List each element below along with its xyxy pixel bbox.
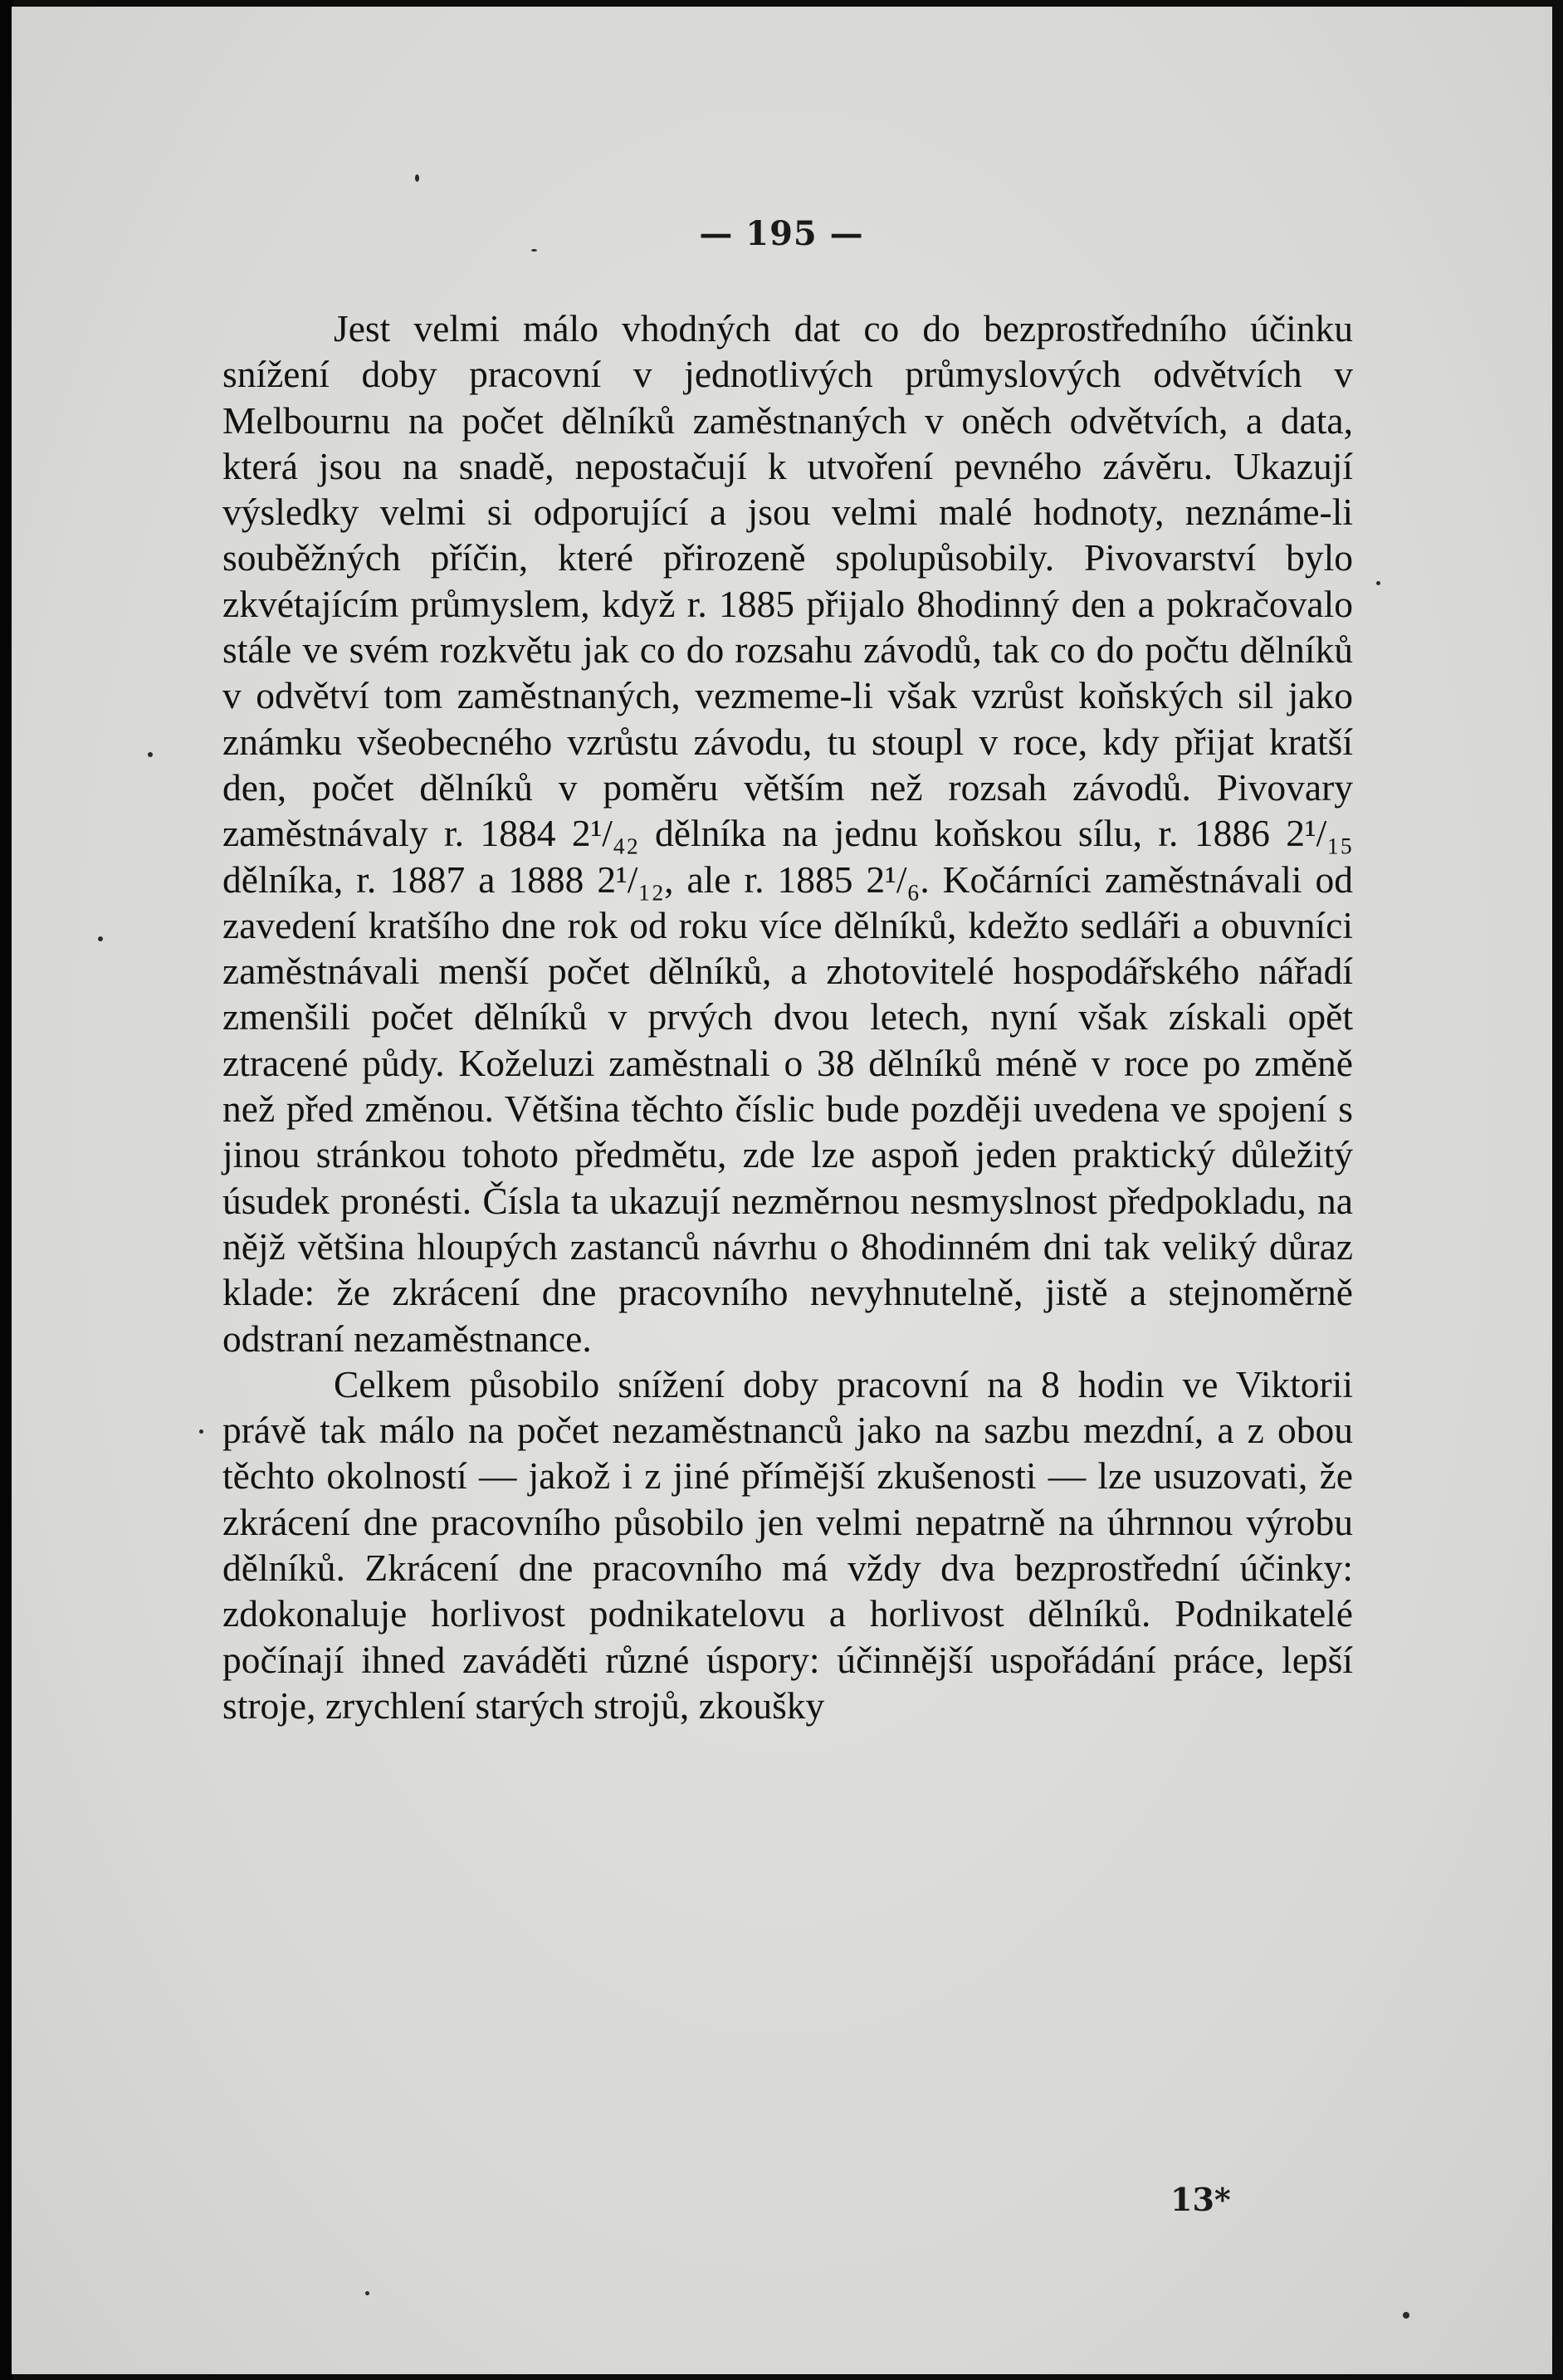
scan-speck — [98, 936, 103, 941]
scan-speck — [415, 174, 419, 182]
paragraph-1: Jest velmi málo vhodných dat co do bezprostředního účinku snížení doby pracovní v jednotlivých průmyslových odvětvích v Melbournu na počet dělníků zaměstnaných v oněch odvětvích, a data, která jsou na snadě, nepostačují k utvoření pevného závěru. Ukazují výsledky velmi si odporující a jsou velmi malé hodnoty, neznáme-li souběžných příčin, které přirozeně spolupůsobily. Pivovarství bylo zkvétajícím průmyslem, když r. 1885 přijalo 8hodinný den a pokračovalo stále ve svém rozkvětu jak co do rozsahu závodů, tak co do počtu dělníků v odvětví tom zaměstnaných, vezmeme-li však vzrůst koňských sil jako známku všeobecného vzrůstu závodu, tu stoupl v roce, kdy přijat kratší den, počet dělníků v poměru větším než rozsah závodů. Pivovary zaměstnávaly r. 1884 2¹/₄₂ dělníka na jednu koňskou sílu, r. 1886 2¹/₁₅ dělníka, r. 1887 a 1888 2¹/₁₂, ale r. 1885 2¹/₆. Kočárníci zaměstnávali od zavedení kratšího dne rok od roku více dělníků, kdežto sedláři a obuvníci zaměstnávali menší počet dělníků, a zhotovitelé hospodářského nářadí zmenšili počet dělníků v prvých dvou letech, nyní však získali opět ztracené půdy. Koželuzi zaměstnali o 38 dělníků méně v roce po změně než před změnou. Většina těchto číslic bude později uvedena ve spojení s jinou stránkou tohoto předmětu, zde lze aspoň jeden praktický důležitý úsudek pronésti. Čísla ta ukazují nezměrnou nesmyslnost předpokladu, na nějž většina hloupých zastanců návrhu o 8hodinném dni tak veliký důraz klade: že zkrácení dne pracovního nevyhnutelně, jistě a stejnoměrně odstraní nezaměstnance. — [222, 307, 1353, 1360]
signature-mark: 13* — [1170, 2181, 1231, 2218]
scan-speck — [365, 2291, 369, 2295]
scan-speck — [1376, 581, 1380, 585]
page-body — [222, 305, 1353, 1728]
page-number-header: — 195 — — [699, 214, 864, 253]
scan-speck — [148, 752, 153, 757]
scan-speck — [531, 249, 537, 252]
scan-speck — [1403, 2312, 1409, 2319]
scan-speck — [199, 1429, 203, 1434]
paragraph-2: Celkem působilo snížení doby pracovní na 8 hodin ve Viktorii právě tak málo na počet nezaměstnanců jako na sazbu mezdní, a z obou těchto okolností — jakož i z jiné přímější zkušenosti — lze usuzovati, že zkrácení dne pracovního působilo jen velmi nepatrně na úhrnnou výrobu dělníků. Zkrácení dne pracovního má vždy dva bezprostřední účinky: zdokonaluje horlivost podnikatelovu a horlivost dělníků. Podnikatelé počínají ihned zaváděti různé úspory: účinnější uspořádání práce, lepší stroje, zrychlení starých strojů, zkoušky — [222, 1362, 1353, 1727]
